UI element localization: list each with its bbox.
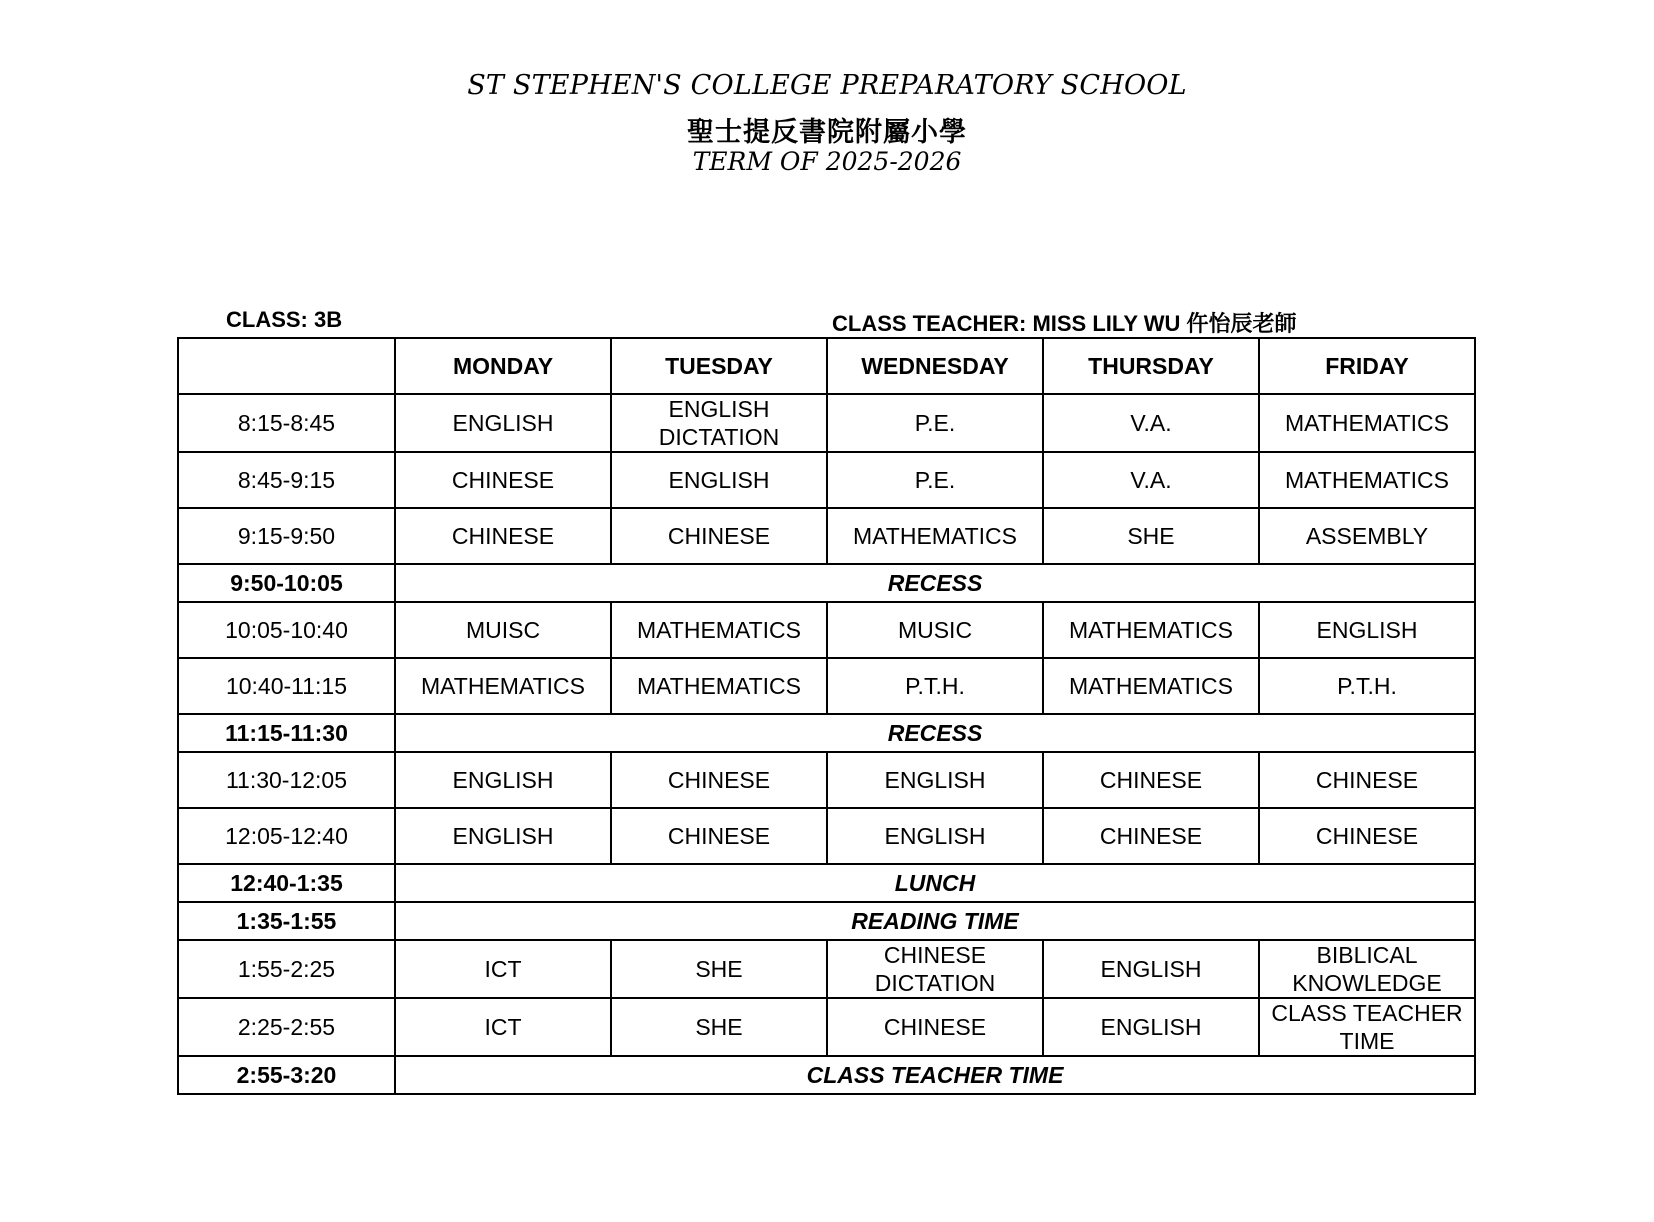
lesson-cell: CHINESE	[1259, 808, 1475, 864]
lesson-cell: CHINESE	[611, 508, 827, 564]
lesson-cell: ASSEMBLY	[1259, 508, 1475, 564]
period-row	[178, 394, 1475, 452]
lesson-cell: P.T.H.	[827, 658, 1043, 714]
period-time: 12:05-12:40	[178, 808, 395, 864]
lesson-cell: MATHEMATICS	[395, 658, 611, 714]
day-header-tuesday: TUESDAY	[611, 338, 827, 394]
lesson-cell: P.E.	[827, 452, 1043, 508]
lesson-cell: V.A.	[1043, 452, 1259, 508]
period-time: 10:05-10:40	[178, 602, 395, 658]
lesson-cell: MATHEMATICS	[1043, 658, 1259, 714]
day-header-friday: FRIDAY	[1259, 338, 1475, 394]
school-name-english: ST STEPHEN'S COLLEGE PREPARATORY SCHOOL	[467, 70, 1187, 101]
lesson-cell: CHINESE	[395, 508, 611, 564]
day-header-monday: MONDAY	[395, 338, 611, 394]
break-row	[178, 902, 1475, 940]
lesson-cell: CHINESE	[611, 808, 827, 864]
period-row	[178, 808, 1475, 864]
period-time: 8:15-8:45	[178, 394, 395, 452]
break-row	[178, 864, 1475, 902]
break-label: CLASS TEACHER TIME	[395, 1056, 1475, 1094]
day-header-row	[178, 338, 1475, 394]
break-label: RECESS	[395, 714, 1475, 752]
lesson-cell: P.T.H.	[1259, 658, 1475, 714]
lesson-cell: CHINESE	[827, 998, 1043, 1056]
period-row	[178, 998, 1475, 1056]
lesson-cell: MATHEMATICS	[1259, 394, 1475, 452]
period-row	[178, 752, 1475, 808]
lesson-cell: MUSIC	[827, 602, 1043, 658]
period-time: 9:50-10:05	[178, 564, 395, 602]
lesson-cell: ENGLISH	[611, 452, 827, 508]
period-time: 2:25-2:55	[178, 998, 395, 1056]
period-time: 11:30-12:05	[178, 752, 395, 808]
lesson-cell: ENGLISH	[827, 752, 1043, 808]
break-row	[178, 564, 1475, 602]
lesson-cell: MUISC	[395, 602, 611, 658]
lesson-cell: MATHEMATICS	[611, 602, 827, 658]
lesson-cell: ENGLISH	[1043, 940, 1259, 998]
day-header-wednesday: WEDNESDAY	[827, 338, 1043, 394]
lesson-cell: CHINESE	[1259, 752, 1475, 808]
lesson-cell: ENGLISH	[395, 752, 611, 808]
lesson-cell: SHE	[611, 940, 827, 998]
class-label: CLASS: 3B	[226, 307, 343, 332]
lesson-cell: CHINESE	[395, 452, 611, 508]
day-header-thursday: THURSDAY	[1043, 338, 1259, 394]
period-row	[178, 602, 1475, 658]
lesson-cell: CHINESE	[611, 752, 827, 808]
lesson-cell: CLASS TEACHER TIME	[1259, 998, 1475, 1056]
lesson-cell: ENGLISH	[1259, 602, 1475, 658]
term-title: TERM OF 2025-2026	[692, 147, 962, 176]
period-time: 11:15-11:30	[178, 714, 395, 752]
lesson-cell: CHINESE	[1043, 752, 1259, 808]
period-time: 8:45-9:15	[178, 452, 395, 508]
break-row	[178, 1056, 1475, 1094]
lesson-cell: ENGLISH	[1043, 998, 1259, 1056]
period-row	[178, 658, 1475, 714]
period-time: 2:55-3:20	[178, 1056, 395, 1094]
period-time: 1:55-2:25	[178, 940, 395, 998]
lesson-cell: V.A.	[1043, 394, 1259, 452]
school-name-chinese: 聖士提反書院附屬小學	[687, 117, 967, 148]
lesson-cell: ICT	[395, 998, 611, 1056]
period-time: 9:15-9:50	[178, 508, 395, 564]
lesson-cell: MATHEMATICS	[827, 508, 1043, 564]
corner-cell	[178, 338, 395, 394]
lesson-cell: CHINESE	[1043, 808, 1259, 864]
period-row	[178, 508, 1475, 564]
class-teacher-label: CLASS TEACHER: MISS LILY WU 仵怡辰老師	[832, 311, 1297, 336]
lesson-cell: SHE	[611, 998, 827, 1056]
lesson-cell: ICT	[395, 940, 611, 998]
lesson-cell: ENGLISH DICTATION	[611, 394, 827, 452]
lesson-cell: MATHEMATICS	[1259, 452, 1475, 508]
break-label: READING TIME	[395, 902, 1475, 940]
lesson-cell: CHINESE DICTATION	[827, 940, 1043, 998]
period-row	[178, 452, 1475, 508]
break-row	[178, 714, 1475, 752]
lesson-cell: BIBLICAL KNOWLEDGE	[1259, 940, 1475, 998]
period-time: 12:40-1:35	[178, 864, 395, 902]
break-label: RECESS	[395, 564, 1475, 602]
lesson-cell: P.E.	[827, 394, 1043, 452]
timetable	[177, 337, 1476, 1095]
break-label: LUNCH	[395, 864, 1475, 902]
lesson-cell: MATHEMATICS	[1043, 602, 1259, 658]
lesson-cell: SHE	[1043, 508, 1259, 564]
lesson-cell: ENGLISH	[395, 394, 611, 452]
period-row	[178, 940, 1475, 998]
lesson-cell: ENGLISH	[395, 808, 611, 864]
period-time: 10:40-11:15	[178, 658, 395, 714]
lesson-cell: ENGLISH	[827, 808, 1043, 864]
period-time: 1:35-1:55	[178, 902, 395, 940]
lesson-cell: MATHEMATICS	[611, 658, 827, 714]
